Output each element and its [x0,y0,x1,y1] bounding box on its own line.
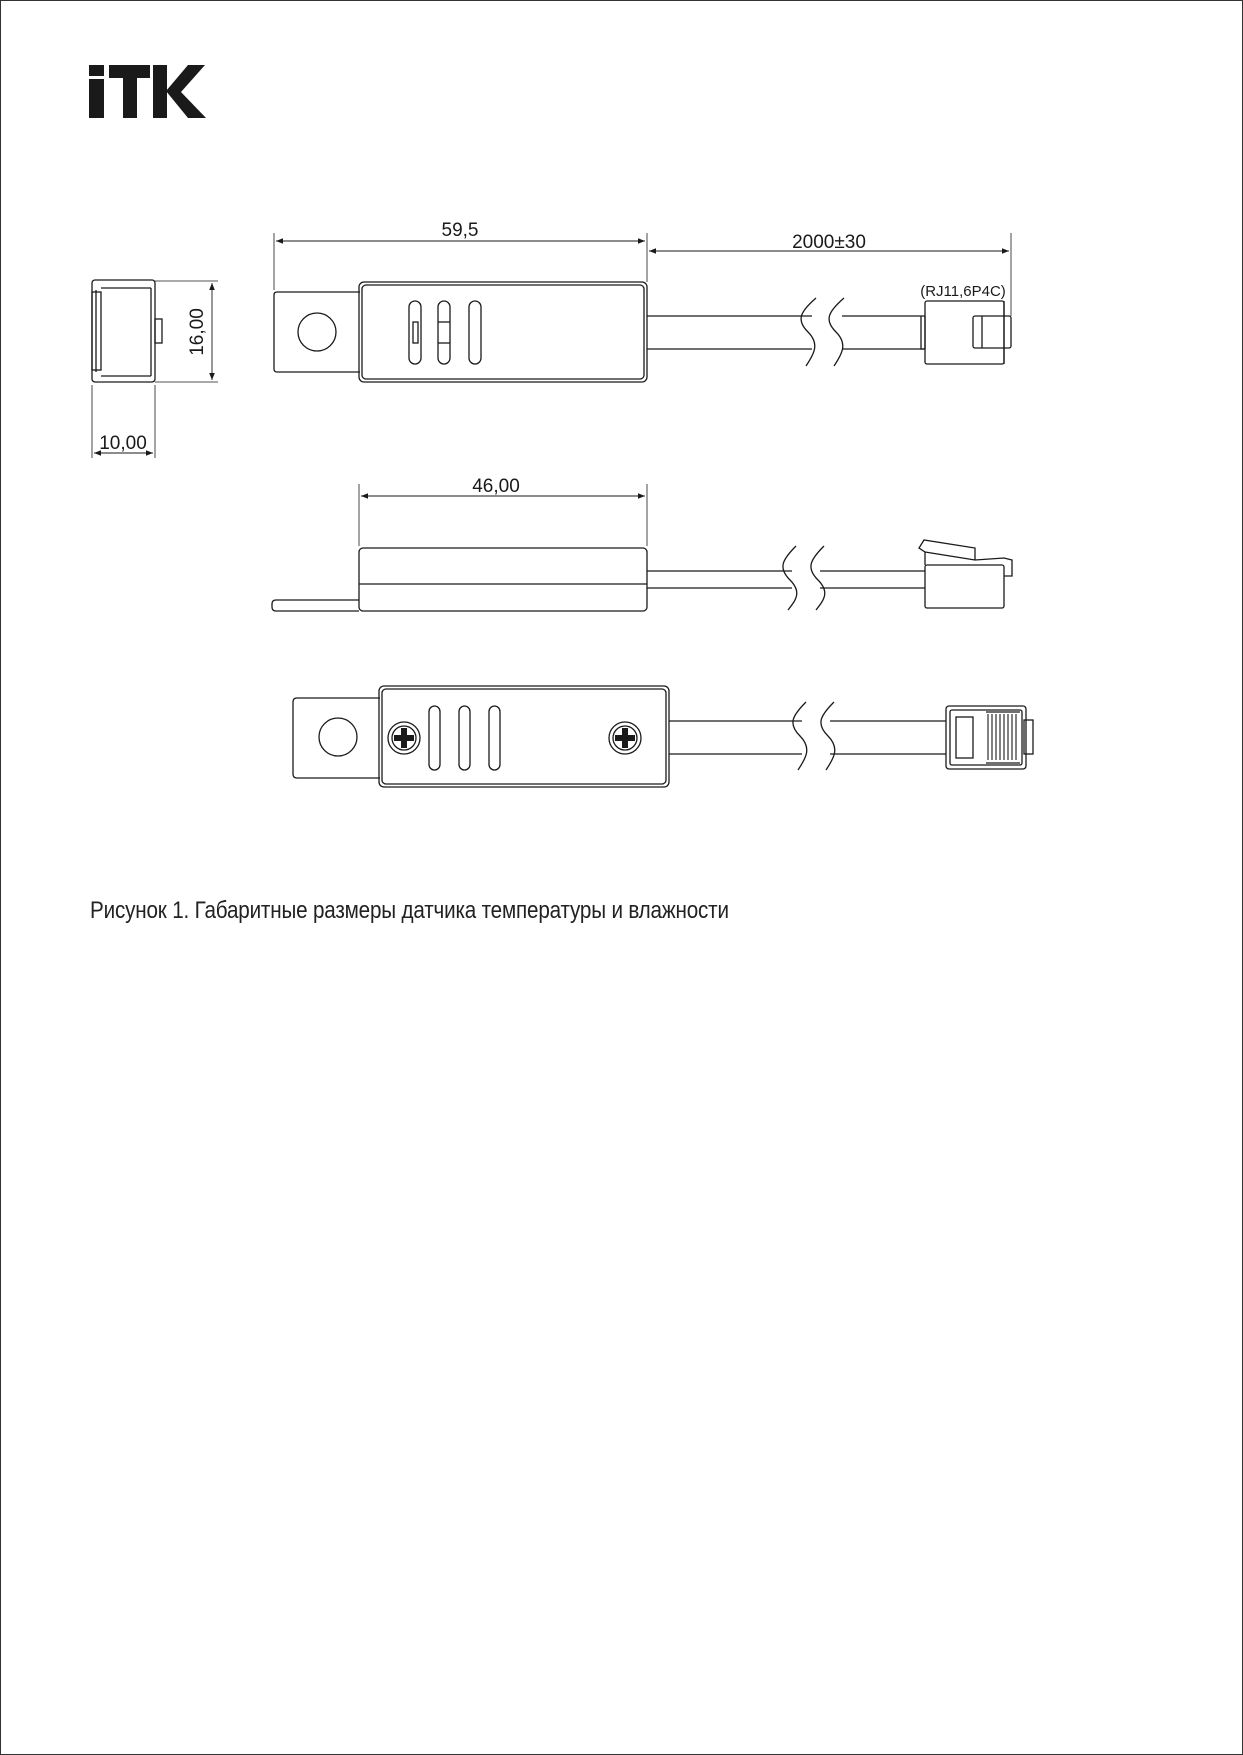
bottom-view [293,686,1033,787]
itk-logo-icon [89,65,206,118]
dim-cable-length: 2000±30 [792,232,866,253]
dim-depth: 10,00 [99,433,147,454]
screw-icon [388,722,420,754]
top-view [274,233,1011,382]
dim-connector-type: (RJ11,6P4C) [920,283,1006,300]
screw-icon [609,722,641,754]
figure-caption: Рисунок 1. Габаритные размеры датчика температуры и влажности [90,897,729,924]
dim-body-length: 46,00 [472,476,520,497]
dim-height: 16,00 [187,308,208,356]
dim-length-total: 59,5 [441,220,479,241]
side-view [272,484,1012,611]
end-view [92,280,218,458]
